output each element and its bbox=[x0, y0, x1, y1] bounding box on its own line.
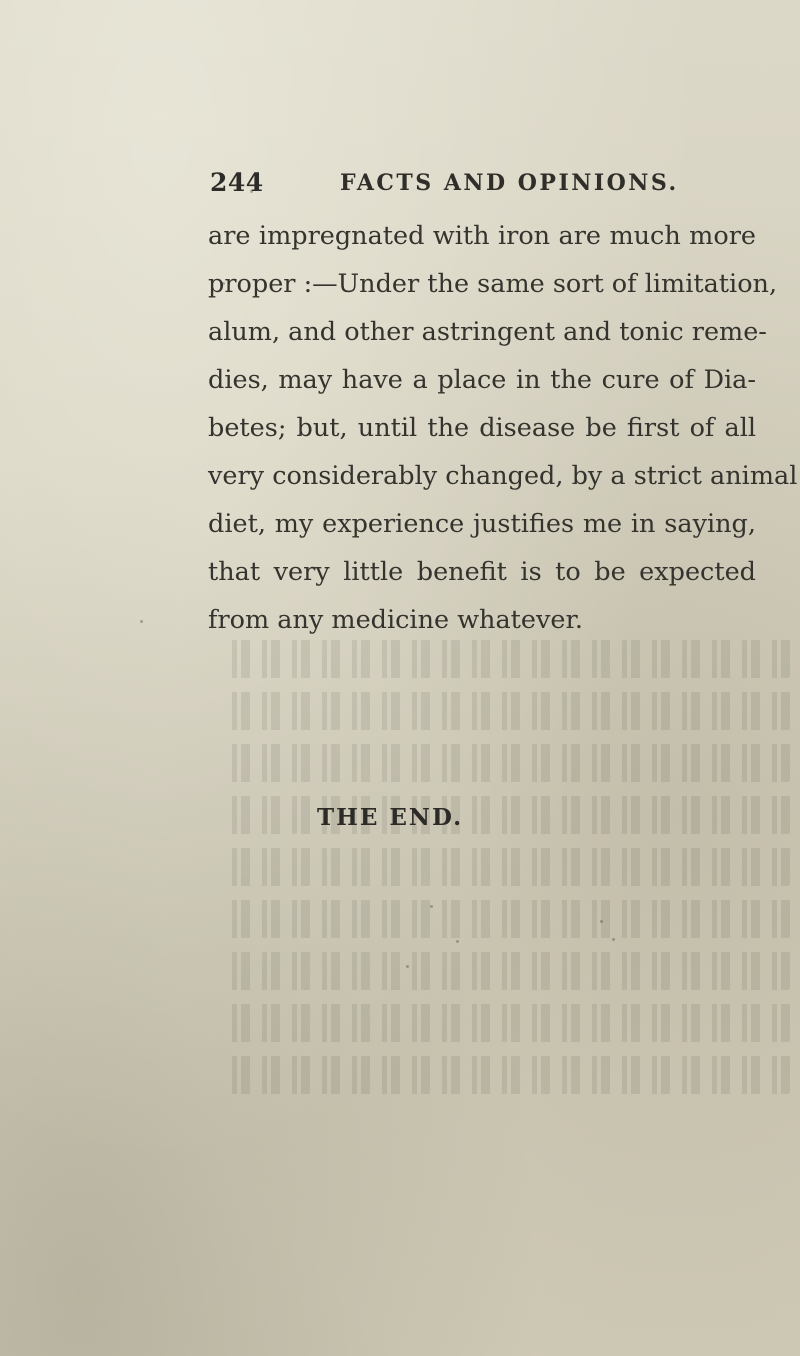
text-line: dies, may have a place in the cure of Dia- bbox=[208, 365, 756, 395]
text-line: are impregnated with iron are much more bbox=[208, 221, 756, 251]
text-line: diet, my experience justifies me in saying, bbox=[208, 509, 756, 539]
page-header bbox=[210, 168, 679, 202]
text-line: very considerably changed, by a strict animal bbox=[208, 461, 798, 491]
text-line: that very little benefit is to be expected bbox=[208, 557, 756, 587]
text-line: from any medicine whatever. bbox=[208, 605, 583, 635]
page-number: 244 bbox=[210, 168, 264, 197]
text-line: betes; but, until the disease be first of all bbox=[208, 413, 756, 443]
the-end-heading: THE END. bbox=[317, 804, 464, 831]
show-through-text bbox=[230, 640, 790, 1140]
running-head: FACTS AND OPINIONS. bbox=[340, 170, 679, 196]
text-line: alum, and other astringent and tonic reme- bbox=[208, 317, 767, 347]
body-paragraph bbox=[208, 212, 798, 644]
text-line: proper :—Under the same sort of limitation, bbox=[208, 269, 778, 299]
